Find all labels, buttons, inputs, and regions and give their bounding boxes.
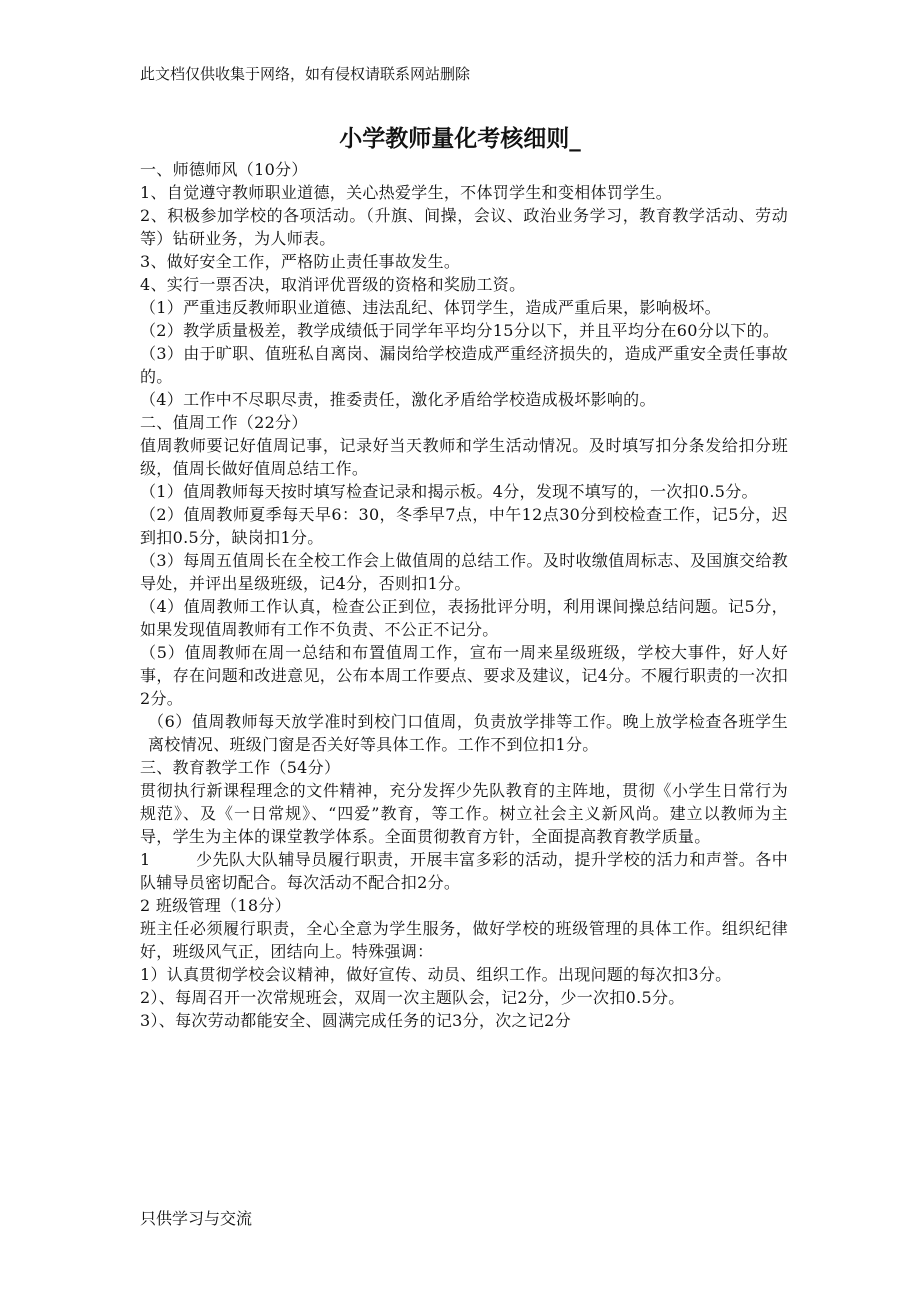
paragraph: 值周教师要记好值周记事，记录好当天教师和学生活动情况。及时填写扣分条发给扣分班级，值周长做好值周总结工作。 bbox=[140, 436, 788, 478]
paragraph: （1）严重违反教师职业道德、违法乱纪、体罚学生，造成严重后果，影响极坏。 bbox=[140, 298, 721, 317]
paragraph: 3）、每次劳动都能安全、圆满完成任务的记3分，次之记2分 bbox=[140, 1011, 571, 1030]
header-notice: 此文档仅供收集于网络，如有侵权请联系网站删除 bbox=[140, 65, 471, 83]
document-body bbox=[140, 158, 788, 1032]
paragraph: （1）值周教师每天按时填写检查记录和揭示板。4分，发现不填写的，一次扣0.5分。 bbox=[140, 482, 758, 501]
paragraph: （3）每周五值周长在全校工作会上做值周的总结工作。及时收缴值周标志、及国旗交给教导处，并评出星级班级，记4分，否则扣1分。 bbox=[140, 551, 788, 593]
footer-notice: 只供学习与交流 bbox=[140, 1209, 253, 1228]
section-heading-teaching: 三、教育教学工作（54分） bbox=[140, 758, 341, 777]
paragraph: 4、实行一票否决，取消评优晋级的资格和奖励工资。 bbox=[140, 275, 526, 294]
paragraph: 1）认真贯彻学校会议精神，做好宣传、动员、组织工作。出现问题的每次扣3分。 bbox=[140, 965, 732, 984]
item-number: 1 bbox=[140, 850, 151, 869]
paragraph: 1、自觉遵守教师职业道德，关心热爱学生，不体罚学生和变相体罚学生。 bbox=[140, 183, 673, 202]
item-text: 少先队大队辅导员履行职责，开展丰富多彩的活动，提升学校的活力和声誉。各中队辅导员密切配合。每次活动不配合扣2分。 bbox=[140, 850, 788, 892]
paragraph: （3）由于旷职、值班私自离岗、漏岗给学校造成严重经济损失的，造成严重安全责任事故的。 bbox=[140, 344, 788, 386]
paragraph: 3、做好安全工作，严格防止责任事故发生。 bbox=[140, 252, 461, 271]
paragraph: （4）工作中不尽职尽责，推委责任，激化矛盾给学校造成极坏影响的。 bbox=[140, 390, 656, 409]
section-heading-ethics: 一、师德师风（10分） bbox=[140, 160, 308, 179]
section-heading-duty: 二、值周工作（22分） bbox=[140, 413, 308, 432]
paragraph: （5）值周教师在周一总结和布置值周工作，宣布一周来星级班级，学校大事件，好人好事，存在问题和改进意见，公布本周工作要点、要求及建议，记4分。不履行职责的一次扣2分。 bbox=[140, 643, 788, 708]
subsection-heading-class: 2 班级管理（18分） bbox=[140, 896, 291, 915]
numbered-item bbox=[140, 848, 788, 894]
paragraph: （6）值周教师每天放学准时到校门口值周，负责放学排等工作。晚上放学检查各班学生离校情况、班级门窗是否关好等具体工作。工作不到位扣1分。 bbox=[148, 712, 788, 754]
paragraph: 2）、每周召开一次常规班会，双周一次主题队会，记2分，少一次扣0.5分。 bbox=[140, 988, 685, 1007]
paragraph: （4）值周教师工作认真，检查公正到位，表扬批评分明，利用课间操总结问题。记5分，如果发现值周教师有工作不负责、不公正不记分。 bbox=[140, 597, 788, 639]
document-title: 小学教师量化考核细则_ bbox=[339, 125, 581, 152]
paragraph: 2、积极参加学校的各项活动。（升旗、间操，会议、政治业务学习，教育教学活动、劳动等）钻研业务，为人师表。 bbox=[140, 206, 788, 248]
paragraph: （2）教学质量极差，教学成绩低于同学年平均分15分以下，并且平均分在60分以下的。 bbox=[140, 321, 780, 340]
paragraph: 班主任必须履行职责，全心全意为学生服务，做好学校的班级管理的具体工作。组织纪律好，班级风气正，团结向上。特殊强调： bbox=[140, 919, 788, 961]
paragraph: （2）值周教师夏季每天早6：30，冬季早7点，中午12点30分到校检查工作，记5分，迟到扣0.5分，缺岗扣1分。 bbox=[140, 505, 788, 547]
paragraph: 贯彻执行新课程理念的文件精神，充分发挥少先队教育的主阵地，贯彻《小学生日常行为规范》、及《一日常规》、“四爱”教育，等工作。树立社会主义新风尚。建立以教师为主导，学生为主体的课堂教学体系。全面贯彻教育方针，全面提高教育教学质量。 bbox=[140, 781, 788, 846]
